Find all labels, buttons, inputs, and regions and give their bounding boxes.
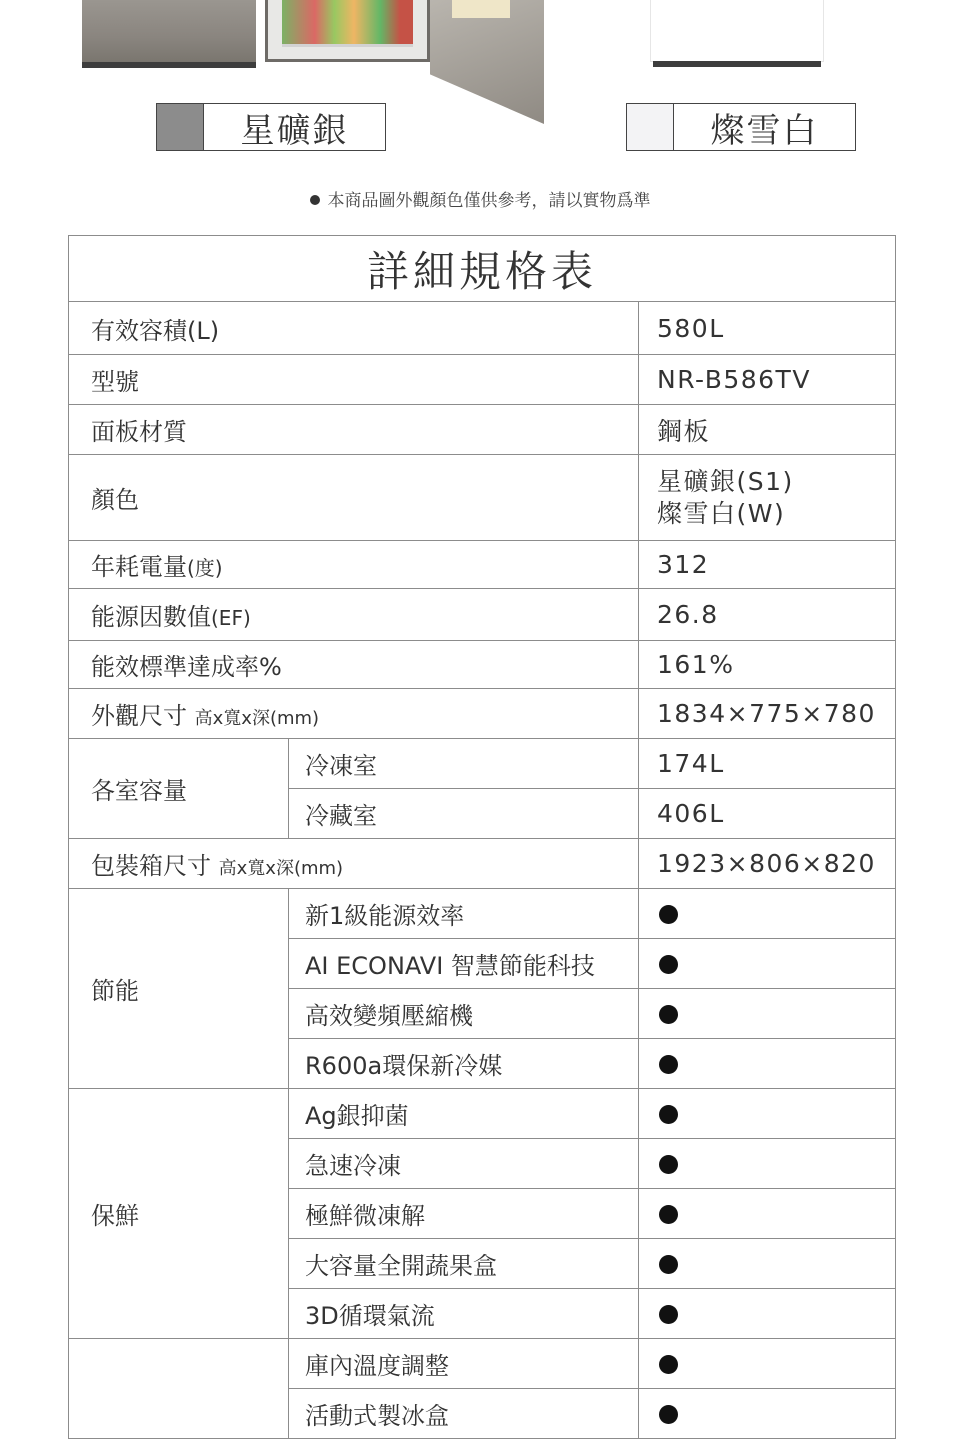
spec-value-dimensions: 1834×775×780 <box>639 689 896 739</box>
spec-label-energy-saving: 節能 <box>69 889 289 1089</box>
spec-value-panel: 鋼板 <box>639 405 896 455</box>
feature-check <box>639 1189 896 1239</box>
filled-dot-icon <box>659 905 678 924</box>
swatch-chip-white <box>627 104 674 150</box>
swatch-name-white: 燦雪白 <box>710 110 819 151</box>
spec-label-freshness: 保鮮 <box>69 1089 289 1339</box>
spec-value-fridge: 406L <box>639 789 896 839</box>
spec-label-ef <box>69 589 639 641</box>
spec-value-color-1: 星礦銀(S1) <box>657 466 794 496</box>
color-note <box>0 186 960 211</box>
feature-item: 3D循環氣流 <box>289 1289 639 1339</box>
filled-dot-icon <box>659 1405 678 1424</box>
vegetable-drawer <box>282 0 413 47</box>
spec-label-package-unit: 高x寬x深(mm) <box>218 858 344 879</box>
spec-value-capacity: 580L <box>639 302 896 355</box>
feature-check <box>639 1289 896 1339</box>
spec-value-color <box>639 455 896 541</box>
feature-check <box>639 989 896 1039</box>
spec-label-energy-text: 年耗電量 <box>91 553 187 581</box>
feature-check <box>639 939 896 989</box>
fridge-silver-photo <box>82 0 256 62</box>
feature-item: 庫內溫度調整 <box>289 1339 639 1389</box>
spec-table-title: 詳細規格表 <box>69 236 896 302</box>
feature-item: AI ECONAVI 智慧節能科技 <box>289 939 639 989</box>
color-swatch-white <box>626 103 856 151</box>
color-swatch-silver <box>156 103 386 151</box>
spec-table <box>68 235 896 1439</box>
spec-label-dimensions <box>69 689 639 739</box>
spec-label-color: 顏色 <box>69 455 639 541</box>
swatch-name-silver: 星礦銀 <box>240 110 349 151</box>
feature-check <box>639 1239 896 1289</box>
feature-item: 急速冷凍 <box>289 1139 639 1189</box>
filled-dot-icon <box>659 1055 678 1074</box>
spec-label-rate: 能效標準達成率% <box>69 641 639 689</box>
feature-item: Ag銀抑菌 <box>289 1089 639 1139</box>
spec-value-color-2: 燦雪白(W) <box>657 498 786 528</box>
spec-label-panel: 面板材質 <box>69 405 639 455</box>
filled-dot-icon <box>659 1205 678 1224</box>
spec-label-energy-unit: (度) <box>187 556 223 580</box>
spec-label-model: 型號 <box>69 355 639 405</box>
feature-check <box>639 1339 896 1389</box>
feature-item: 活動式製冰盒 <box>289 1389 639 1439</box>
color-note-text: 本商品圖外觀顏色僅供參考，請以實物爲準 <box>327 191 651 211</box>
spec-label-package <box>69 839 639 889</box>
spec-value-package: 1923×806×820 <box>639 839 896 889</box>
spec-value-ef: 26.8 <box>639 589 896 641</box>
spec-label-ef-unit: (EF) <box>211 606 251 630</box>
spec-value-rate: 161% <box>639 641 896 689</box>
feature-check <box>639 1039 896 1089</box>
spec-label-compartments: 各室容量 <box>69 739 289 839</box>
spec-label-dimensions-unit: 高x寬x深(mm) <box>194 708 320 729</box>
feature-item: R600a環保新冷媒 <box>289 1039 639 1089</box>
feature-check <box>639 1389 896 1439</box>
spec-value-freezer: 174L <box>639 739 896 789</box>
spec-label-other <box>69 1339 289 1439</box>
feature-check <box>639 1089 896 1139</box>
spec-value-model: NR-B586TV <box>639 355 896 405</box>
spec-label-ef-text: 能源因數值 <box>91 603 211 631</box>
filled-dot-icon <box>659 1105 678 1124</box>
spec-label-capacity: 有效容積(L) <box>69 302 639 355</box>
feature-check <box>639 1139 896 1189</box>
feature-check <box>639 889 896 939</box>
fridge-white-photo <box>650 0 824 62</box>
filled-dot-icon <box>659 1305 678 1324</box>
fridge-open-photo <box>265 0 430 62</box>
filled-dot-icon <box>659 1255 678 1274</box>
feature-item: 大容量全開蔬果盒 <box>289 1239 639 1289</box>
feature-item: 高效變頻壓縮機 <box>289 989 639 1039</box>
filled-dot-icon <box>659 1355 678 1374</box>
feature-item: 極鮮微凍解 <box>289 1189 639 1239</box>
spec-label-fridge: 冷藏室 <box>289 789 639 839</box>
filled-dot-icon <box>659 1005 678 1024</box>
fridge-door-photo <box>430 0 544 124</box>
filled-dot-icon <box>659 955 678 974</box>
spec-label-dimensions-text: 外觀尺寸 <box>91 702 187 730</box>
filled-dot-icon <box>659 1155 678 1174</box>
spec-label-freezer: 冷凍室 <box>289 739 639 789</box>
spec-label-package-text: 包裝箱尺寸 <box>91 852 211 880</box>
spec-value-energy: 312 <box>639 541 896 589</box>
feature-item: 新1級能源效率 <box>289 889 639 939</box>
spec-label-energy <box>69 541 639 589</box>
swatch-chip-silver <box>157 104 204 150</box>
bullet-icon <box>310 195 320 205</box>
